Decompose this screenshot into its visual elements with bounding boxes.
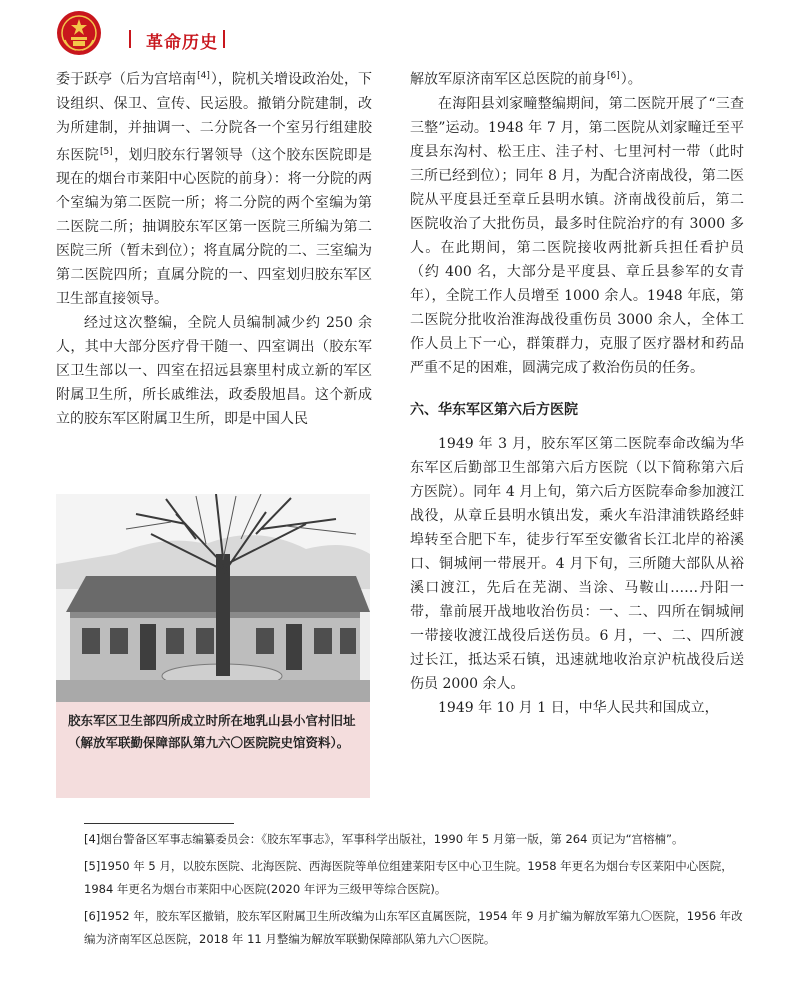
right-text-column [410,64,744,720]
footnote-ref[interactable]: [4] [197,71,210,81]
photo-caption: 胶东军区卫生部四所成立时所在地乳山县小官村旧址（解放军联勤保障部队第九六〇医院院史馆资料）。 [68,713,356,750]
title-divider-left [129,30,131,48]
footnote: [5]1950 年 5 月，以胶东医院、北海医院、西海医院等单位组建莱阳专区中心卫生院。1958 年更名为烟台专区莱阳中心医院，1984 年更名为烟台市莱阳中心医院(2020 年评为三级甲等综合医院)。 [84,859,733,896]
historical-building-photo [56,494,370,702]
text-span: 解放军原济南军区总医院的前身 [410,71,606,88]
paragraph: 经过这次整编，全院人员编制减少约 250 余人，其中大部分医疗骨干随一、四室调出（胶东军区卫生部以一、四室在招远县寨里村成立新的军区附属卫生所，所长戚维法，政委殷旭昌。这个新成立的胶东军区附属卫生所，即是中国人民 [56,315,372,428]
section-title: 革命历史 [146,33,218,53]
footnote-divider [84,823,234,824]
text-span: ），院机关增设政治处，下设组织、保卫、宣传、民运股。撤销分院建制，改为所建制，并抽调一、二分院各一个室另行组建胶东医院 [56,71,373,164]
text-span: 委于跃亭（后为宫培南 [56,71,197,88]
court-emblem-icon [56,10,102,56]
footnote: [6]1952 年，胶东军区撤销，胶东军区附属卫生所改编为山东军区直属医院，1954 年 9 月扩编为解放军第九〇医院，1956 年改编为济南军区总医院，2018 年 11 月整编为解放军联勤保障部队第九六〇医院。 [84,909,743,946]
paragraph: 1949 年 10 月 1 日，中华人民共和国成立， [438,699,719,716]
footnote-ref[interactable]: [6] [607,71,620,81]
footnote-ref[interactable]: [5] [100,146,113,157]
paragraph: 在海阳县刘家疃整编期间，第二医院开展了“三查三整”运动。1948 年 7 月，第二医院从刘家疃迁至平度县东沟村、松王庄、洼子村、七里河村一带（此时三所已经到位）；同年 8 月，为配合济南战役，第二医院从平度县迁至章丘县明水镇。济南战役前后，第二医院收治了大批伤员，最多时住院治疗的有 3000 多人。在此期间，第二医院接收两批新兵担任看护员（约 400 名，大部分是平度县、章丘县参军的女青年），全院工作人员增至 1000 余人。1948 年底，第二医院分批收治淮海战役重伤员 3000 余人，全体工作人员上下一心，群策群力，克服了医疗器材和药品严重不足的困难，圆满完成了救治伤员的任务。 [410,95,744,376]
paragraph [56,64,372,311]
paragraph: 1949 年 3 月，胶东军区第二医院奉命改编为华东军区后勤部卫生部第六后方医院（以下简称第六后方医院）。同年 4 月上旬，第六后方医院奉命参加渡江战役，从章丘县明水镇出发，乘火车沿津浦铁路经蚌埠转至合肥下车，徒步行军至安徽省长江北岸的裕溪口、铜城闸一带展开。4 月下旬，三所随大部队从裕溪口渡江，先后在芜湖、当涂、马鞍山……丹阳一带，靠前展开战地收治伤员：一、二、四所在铜城闸一带接收渡江战役后送伤员。6 月，一、二、四所渡过长江，抵达采石镇，迅速就地收治京沪杭战役后送伤员 2000 余人。 [410,435,744,692]
text-span: ）。 [620,71,642,88]
paragraph [410,64,744,92]
section-heading: 六、华东军区第六后方医院 [410,401,578,418]
text-span: ，划归胶东行署领导（这个胶东医院即是现在的烟台市莱阳中心医院的前身）：将一分院的两个室编为第二医院一所；将二分院的两个室编为第二医院二所；抽调胶东军区第一医院三所编为第二医院三所（暂未到位）；将直属分院的二、三室编为第二医院四所；直属分院的一、四室划归胶东军区卫生部直接领导。 [56,147,373,308]
footnote: [4]烟台警备区军事志编纂委员会：《胶东军事志》，军事科学出版社，1990 年 5 月第一版，第 264 页记为“宫榕楠”。 [84,832,684,846]
title-divider-right [223,30,225,48]
page-header [0,0,800,66]
footnotes [84,828,744,955]
left-text-column [56,64,372,431]
